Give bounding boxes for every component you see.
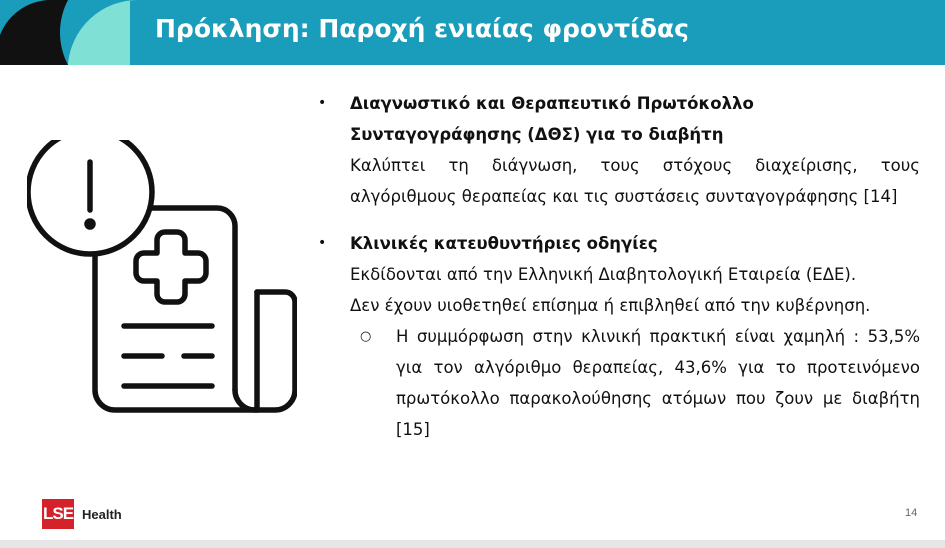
item-heading: Κλινικές κατευθυντήριες οδηγίες — [350, 234, 658, 253]
lse-logo-text: Health — [82, 506, 122, 522]
item-heading: Συνταγογράφησης (ΔΘΣ) για το διαβήτη — [350, 125, 724, 144]
bottom-bar — [0, 540, 945, 548]
header-bar — [0, 0, 945, 65]
item-body: Δεν έχουν υιοθετηθεί επίσημα ή επιβληθεί από την κυβέρνηση. — [350, 296, 871, 315]
page-number: 14 — [905, 507, 918, 519]
bullet-item-guidelines — [318, 228, 920, 445]
bullet-marker: • — [318, 235, 327, 251]
item-body: Καλύπτει τη διάγνωση, τους στόχους διαχείρισης, τους αλγόριθμους θεραπείας και τις συστάσεις συνταγογράφησης [14] — [350, 156, 920, 206]
sub-bullet-marker: ○ — [360, 329, 372, 344]
sub-bullet-item — [350, 321, 920, 445]
header-corner-decoration — [0, 0, 140, 65]
lse-logo-mark: LSE — [42, 499, 74, 529]
slide-content — [318, 88, 920, 445]
item-heading: Διαγνωστικό και Θεραπευτικό Πρωτόκολλο — [350, 94, 754, 113]
item-body: Εκδίδονται από την Ελληνική Διαβητολογική Εταιρεία (ΕΔΕ). — [350, 265, 857, 284]
lse-health-logo — [42, 499, 122, 529]
prescription-alert-icon — [27, 140, 297, 435]
bullet-marker: • — [318, 95, 327, 111]
sub-item-text: Η συμμόρφωση στην κλινική πρακτική είναι χαμηλή : 53,5% για τον αλγόριθμο θεραπείας, 43,6% για το προτεινόμενο πρωτόκολλο παρακολούθησης ατόμων που ζουν με διαβήτη [15] — [396, 327, 920, 439]
slide-title: Πρόκληση: Παροχή ενιαίας φροντίδας — [155, 14, 689, 43]
bullet-item-protocol — [318, 88, 920, 212]
